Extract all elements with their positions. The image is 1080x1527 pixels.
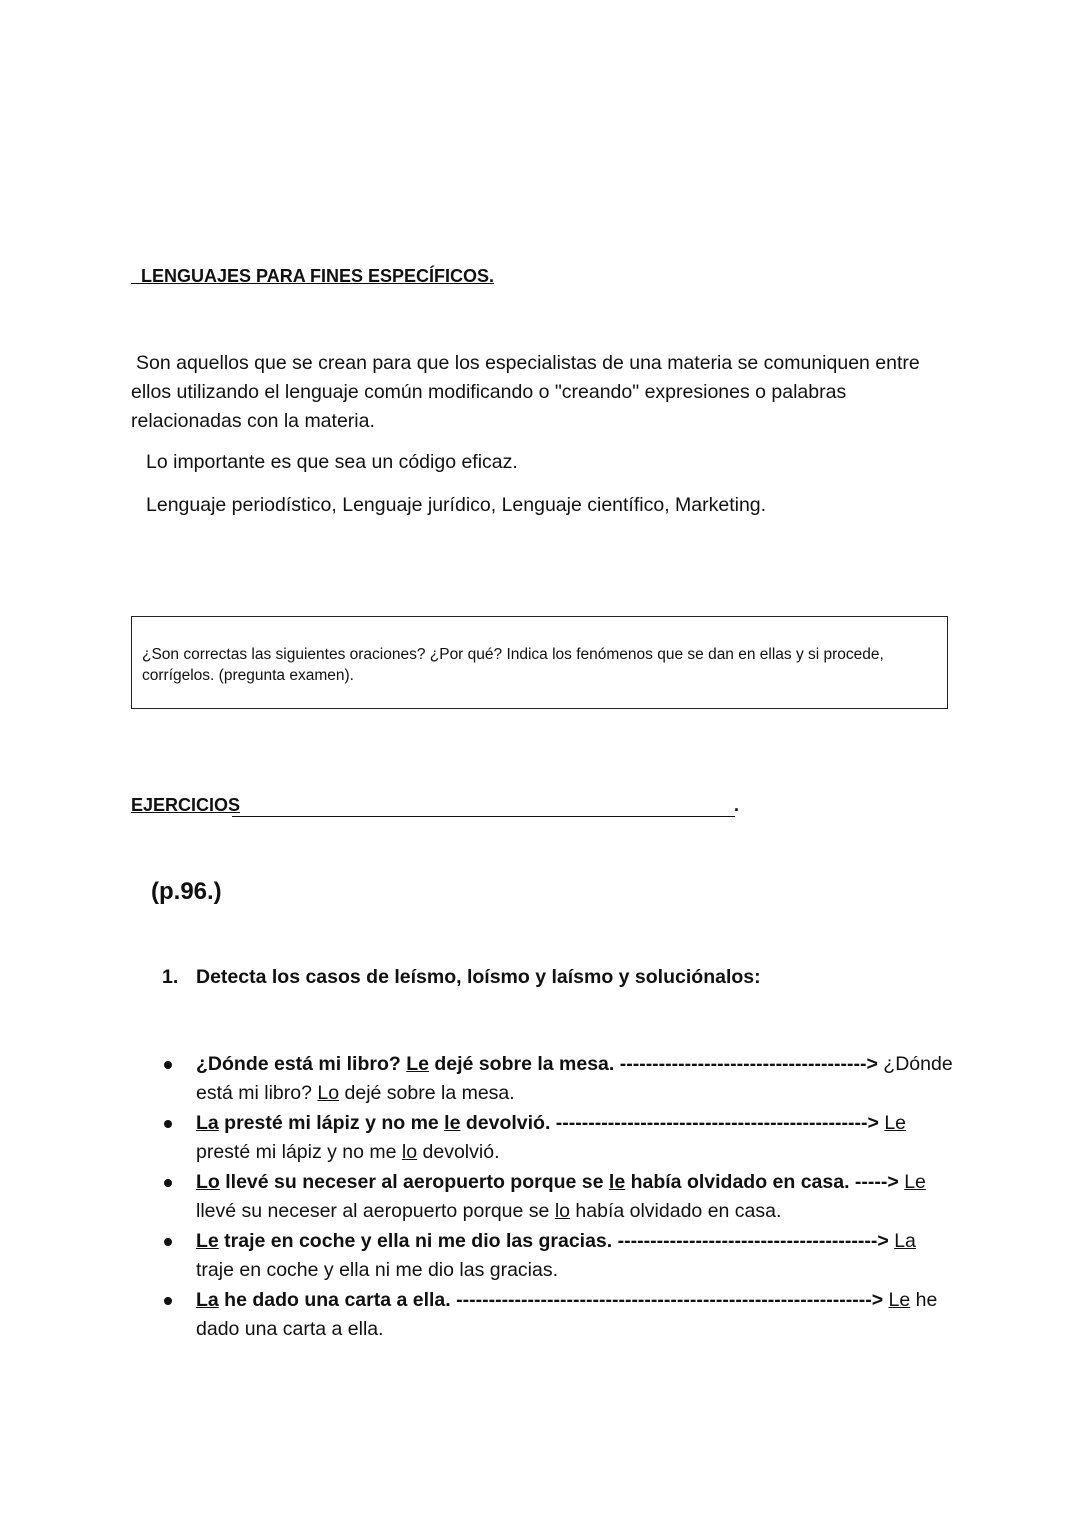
question-text: Detecta los casos de leísmo, loísmo y laísmo y soluciónalos:	[196, 966, 761, 988]
intro-line-code: Lo importante es que sea un código eficaz.	[146, 451, 518, 473]
list-item	[164, 1227, 954, 1285]
list-item	[164, 1286, 954, 1344]
list-item	[164, 1168, 954, 1226]
arrow: ---------------------------------------->	[617, 1230, 889, 1252]
wrong-sentence: La presté mi lápiz y no me le devolvió. ------------------------------------------------>	[196, 1112, 879, 1134]
exam-question-box	[131, 616, 948, 709]
exam-question-text: ¿Son correctas las siguientes oraciones? ¿Por qué? Indica los fenómenos que se dan en ellas y si procede, corrígelos. (pregunta examen).	[142, 646, 884, 684]
section-title: LENGUAJES PARA FINES ESPECÍFICOS.	[131, 266, 495, 286]
corrected-sentence: Le llevé su neceser al aeropuerto porque se lo había olvidado en casa.	[196, 1171, 926, 1222]
page-reference: (p.96.)	[151, 878, 222, 905]
exercises-title-dot: .	[734, 795, 740, 815]
corrected-sentence: Le presté mi lápiz y no me lo devolvió.	[196, 1112, 907, 1163]
intro-paragraph: Son aquellos que se crean para que los especialistas de una materia se comuniquen entre ellos utilizando el lenguaje común modificando o "creando" expresiones o palabras relacionadas con la materia.	[131, 352, 920, 432]
wrong-sentence: Le traje en coche y ella ni me dio las gracias. ---------------------------------------->	[196, 1230, 889, 1252]
arrow: ---------------------------------------------------------------->	[456, 1289, 884, 1311]
arrow: ----->	[854, 1171, 899, 1193]
arrow: ------------------------------------------------>	[555, 1112, 879, 1134]
corrected-sentence: Le he dado una carta a ella.	[196, 1289, 938, 1340]
bullet-icon	[164, 1179, 172, 1187]
bullet-icon	[164, 1061, 172, 1069]
intro-line-examples: Lenguaje periodístico, Lenguaje jurídico, Lenguaje científico, Marketing.	[146, 494, 767, 516]
exercises-underline-rule	[232, 816, 735, 817]
wrong-sentence: La he dado una carta a ella. ---------------------------------------------------------------->	[196, 1289, 884, 1311]
bullet-icon	[164, 1238, 172, 1246]
corrected-sentence: ¿Dónde está mi libro? Lo dejé sobre la mesa.	[196, 1053, 953, 1104]
list-item	[164, 1050, 954, 1108]
exercise-question	[162, 966, 761, 989]
exercises-title-text: EJERCICIOS	[131, 795, 241, 815]
wrong-sentence: ¿Dónde está mi libro? Le dejé sobre la mesa. -------------------------------------->	[196, 1053, 878, 1075]
list-item	[164, 1109, 954, 1167]
exercise-list	[164, 1050, 954, 1345]
question-number: 1.	[162, 966, 179, 988]
bullet-icon	[164, 1120, 172, 1128]
wrong-sentence: Lo llevé su neceser al aeropuerto porque se le había olvidado en casa. ----->	[196, 1171, 899, 1193]
arrow: -------------------------------------->	[619, 1053, 878, 1075]
exercises-title	[131, 795, 240, 816]
corrected-sentence: La traje en coche y ella ni me dio las gracias.	[196, 1230, 916, 1281]
bullet-icon	[164, 1297, 172, 1305]
